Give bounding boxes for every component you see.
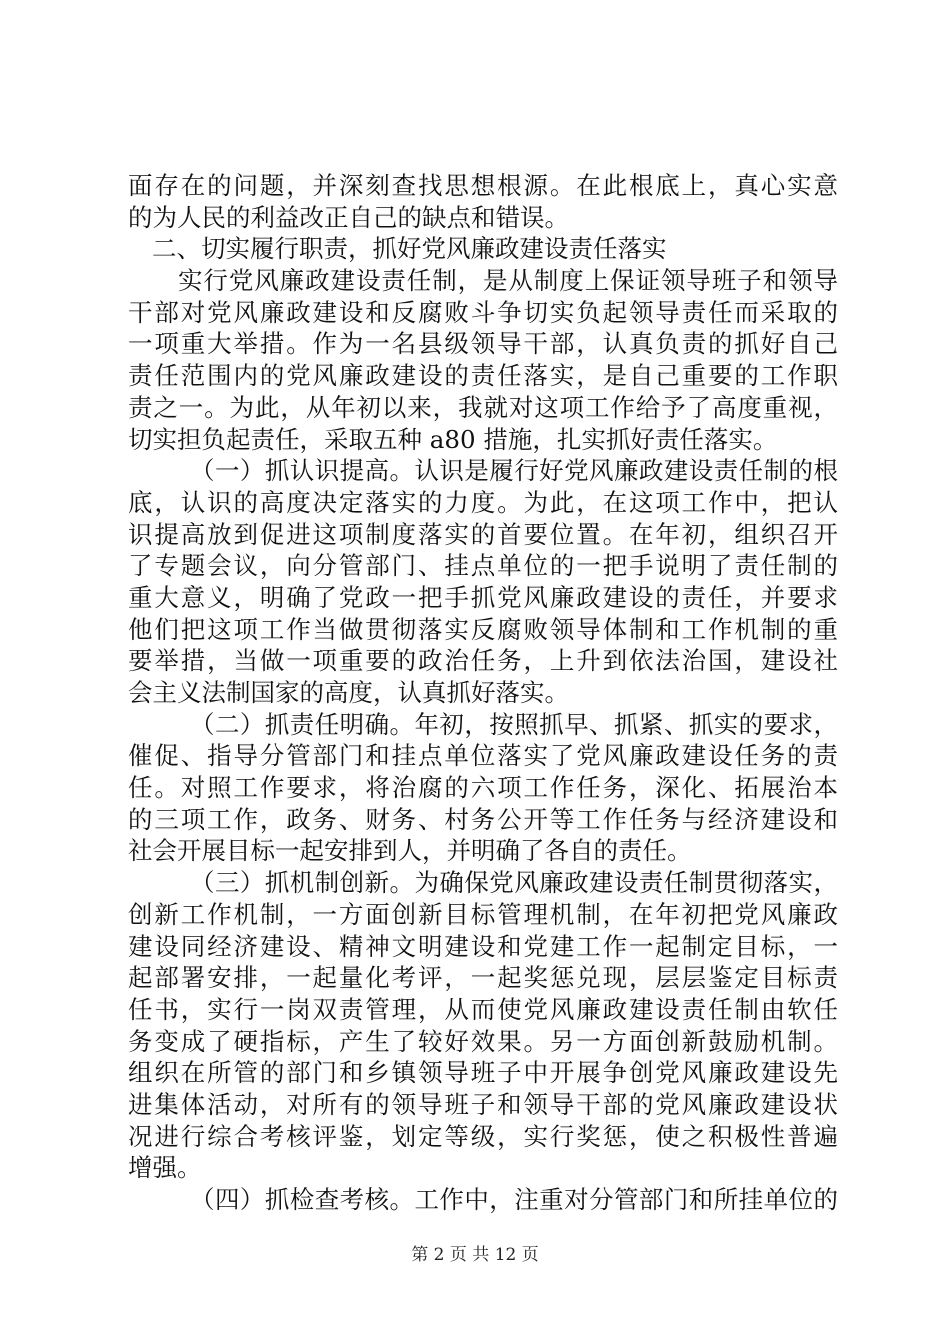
text-line: 催促、指导分管部门和挂点单位落实了党风廉政建设任务的责	[128, 741, 838, 771]
text-line: 切实担负起责任，采取五种 a80 措施，扎实抓好责任落实。	[128, 424, 778, 454]
text-line: 责之一。为此，从年初以来，我就对这项工作给予了高度重视，	[128, 392, 838, 422]
text-line: 二、切实履行职责，抓好党风廉政建设责任落实	[152, 234, 667, 264]
text-line: 进集体活动，对所有的领导班子和领导干部的党风廉政建设状	[128, 1089, 838, 1119]
text-line: 任。对照工作要求，将治腐的六项工作任务，深化、拓展治本	[128, 773, 838, 803]
text-line: 的为人民的利益改正自己的缺点和错误。	[128, 202, 569, 232]
text-line: 务变成了硬指标，产生了较好效果。另一方面创新鼓励机制。	[128, 1026, 838, 1056]
document-body	[128, 170, 838, 1216]
text-line: 建设同经济建设、精神文明建设和党建工作一起制定目标，一	[128, 931, 838, 961]
text-line: 增强。	[128, 1153, 202, 1183]
text-line: 会主义法制国家的高度，认真抓好落实。	[128, 678, 569, 707]
text-line: 实行党风廉政建设责任制，是从制度上保证领导班子和领导	[178, 266, 838, 296]
text-line: 要举措，当做一项重要的政治任务，上升到依法治国，建设社	[128, 646, 838, 676]
text-line: 了专题会议，向分管部门、挂点单位的一把手说明了责任制的	[128, 551, 838, 581]
text-line: 创新工作机制，一方面创新目标管理机制，在年初把党风廉政	[128, 899, 838, 929]
text-line: 底，认识的高度决定落实的力度。为此，在这项工作中，把认	[128, 487, 838, 517]
text-line: 的三项工作，政务、财务、村务公开等工作任务与经济建设和	[128, 804, 838, 834]
text-line: 他们把这项工作当做贯彻落实反腐败领导体制和工作机制的重	[128, 614, 838, 644]
text-line: 干部对党风廉政建设和反腐败斗争切实负起领导责任而采取的	[128, 297, 838, 327]
text-line: 起部署安排，一起量化考评，一起奖惩兑现，层层鉴定目标责	[128, 963, 838, 993]
text-line: 况进行综合考核评鉴，划定等级，实行奖惩，使之积极性普遍	[128, 1121, 838, 1151]
text-line: 一项重大举措。作为一名县级领导干部，认真负责的抓好自己	[128, 329, 838, 359]
text-line: 任书，实行一岗双责管理，从而使党风廉政建设责任制由软任	[128, 994, 838, 1024]
text-line: （三）抓机制创新。为确保党风廉政建设责任制贯彻落实，	[190, 868, 838, 898]
text-line: 责任范围内的党风廉政建设的责任落实，是自己重要的工作职	[128, 361, 838, 391]
text-line: 面存在的问题，并深刻查找思想根源。在此根底上，真心实意	[128, 171, 838, 200]
text-line: （二）抓责任明确。年初，按照抓早、抓紧、抓实的要求，	[190, 709, 838, 739]
page-footer: 第 2 页 共 12 页	[411, 1245, 539, 1265]
text-line: 社会开展目标一起安排到人，并明确了各自的责任。	[128, 836, 692, 866]
text-line: 重大意义，明确了党政一把手抓党风廉政建设的责任，并要求	[128, 582, 838, 612]
text-line: （一）抓认识提高。认识是履行好党风廉政建设责任制的根	[190, 456, 838, 486]
text-line: 组织在所管的部门和乡镇领导班子中开展争创党风廉政建设先	[128, 1058, 838, 1088]
text-line: （四）抓检查考核。工作中，注重对分管部门和所挂单位的	[190, 1185, 838, 1214]
text-line: 识提高放到促进这项制度落实的首要位置。在年初，组织召开	[128, 519, 838, 549]
